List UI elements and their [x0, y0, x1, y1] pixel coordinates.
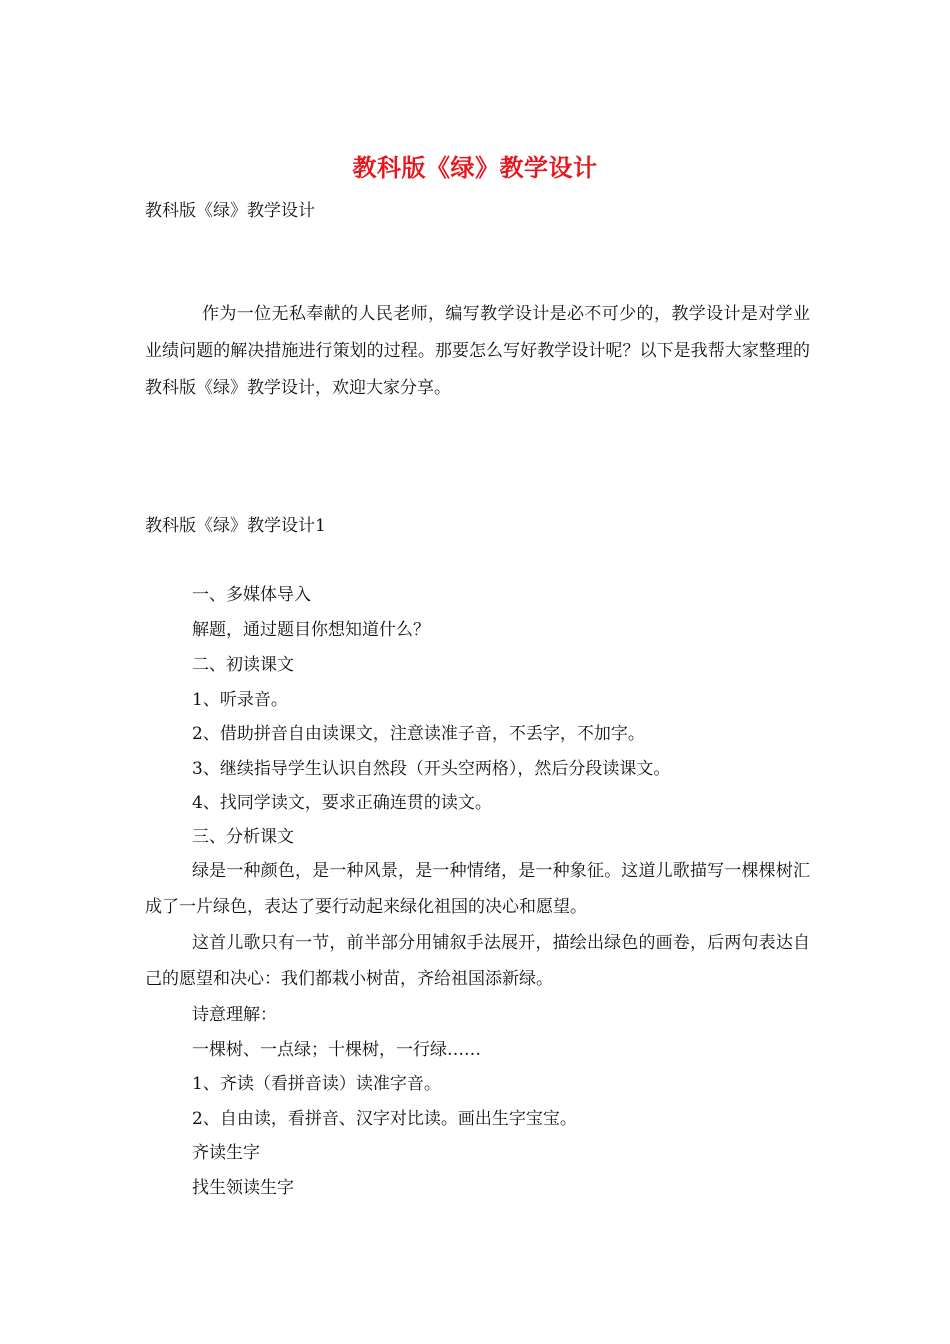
list-item: 4、找同学读文，要求正确连贯的读文。 [192, 793, 492, 813]
list-item: 一、多媒体导入 [192, 585, 311, 605]
list-item: 找生领读生字 [192, 1178, 294, 1198]
list-item: 诗意理解： [192, 1005, 277, 1025]
list-item: 2、自由读，看拼音、汉字对比读。画出生字宝宝。 [192, 1109, 577, 1129]
body-paragraph: 绿是一种颜色，是一种风景，是一种情绪，是一种象征。这道儿歌描写一棵棵树汇成了一片绿色，表达了要行动起来绿化祖国的决心和愿望。 [145, 861, 810, 917]
list-item: 二、初读课文 [192, 655, 294, 675]
list-item: 1、齐读（看拼音读）读准字音。 [192, 1074, 441, 1094]
list-item: 解题，通过题目你想知道什么？ [192, 620, 430, 640]
list-item: 3、继续指导学生认识自然段（开头空两格），然后分段读课文。 [192, 759, 671, 779]
list-item: 齐读生字 [192, 1143, 260, 1163]
document-title: 教科版《绿》教学设计 [352, 153, 598, 182]
list-item: 1、听录音。 [192, 690, 288, 710]
list-item: 2、借助拼音自由读课文，注意读准子音，不丢字，不加字。 [192, 724, 645, 744]
section-heading: 教科版《绿》教学设计1 [145, 516, 326, 536]
list-item: 三、分析课文 [192, 827, 294, 847]
intro-paragraph: 作为一位无私奉献的人民老师，编写教学设计是必不可少的，教学设计是对学业业绩问题的解决措施进行策划的过程。那要怎么写好教学设计呢？以下是我帮大家整理的教科版《绿》教学设计，欢迎大家分享。 [145, 304, 810, 398]
body-paragraph: 这首儿歌只有一节，前半部分用铺叙手法展开，描绘出绿色的画卷，后两句表达自己的愿望和决心：我们都栽小树苗，齐给祖国添新绿。 [145, 933, 810, 989]
list-item: 一棵树、一点绿；十棵树，一行绿…… [192, 1040, 481, 1060]
document-subtitle: 教科版《绿》教学设计 [145, 201, 315, 221]
